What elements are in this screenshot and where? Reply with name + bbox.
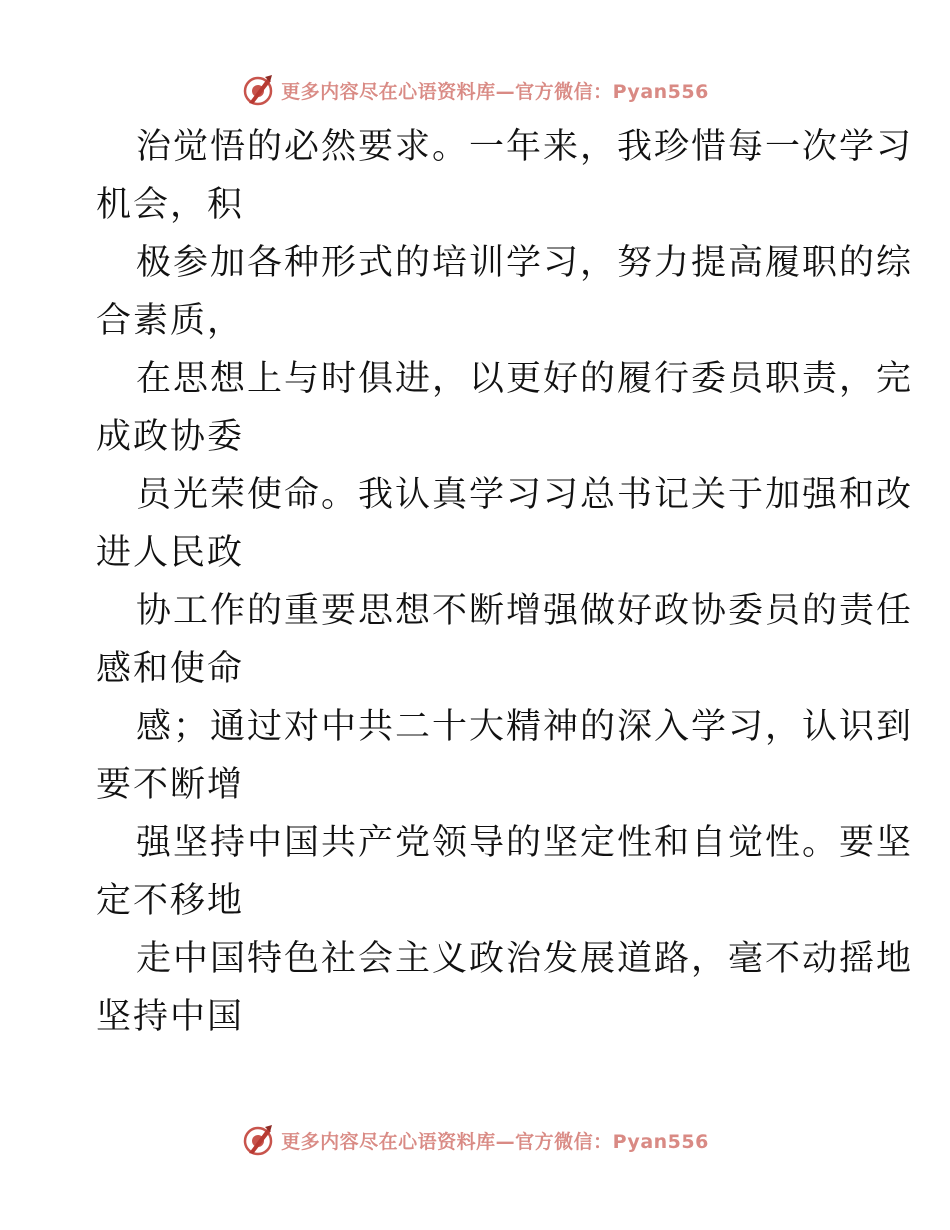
body-line-2: 机会，积 <box>96 185 245 225</box>
quill-pen-logo-icon <box>241 73 275 107</box>
body-line-8: 进人民政 <box>96 533 245 573</box>
quill-pen-logo-icon <box>241 1123 275 1157</box>
footer-watermark-banner <box>0 1120 950 1160</box>
body-line-7: 员光荣使命。我认真学习习总书记关于加强和改 <box>136 475 914 515</box>
body-line-12: 要不断增 <box>96 765 245 805</box>
body-line-15: 走中国特色社会主义政治发展道路，毫不动摇地 <box>136 939 914 979</box>
body-line-13: 强坚持中国共产党领导的坚定性和自觉性。要坚 <box>136 823 914 863</box>
body-line-10: 感和使命 <box>96 649 245 689</box>
body-line-3: 极参加各种形式的培训学习，努力提高履职的综 <box>136 243 914 283</box>
body-line-11: 感；通过对中共二十大精神的深入学习，认识到 <box>136 707 914 747</box>
header-watermark-banner <box>0 70 950 110</box>
footer-watermark-text: 更多内容尽在心语资料库—官方微信：Pyan556 <box>281 1130 709 1153</box>
body-line-4: 合素质， <box>96 301 245 341</box>
body-line-16: 坚持中国 <box>96 997 245 1037</box>
document-body <box>96 118 914 1046</box>
body-line-1: 治觉悟的必然要求。一年来，我珍惜每一次学习 <box>136 127 914 167</box>
header-watermark-text: 更多内容尽在心语资料库—官方微信：Pyan556 <box>281 80 709 103</box>
body-line-5: 在思想上与时俱进，以更好的履行委员职责，完 <box>136 359 914 399</box>
body-line-6: 成政协委 <box>96 417 245 457</box>
body-line-9: 协工作的重要思想不断增强做好政协委员的责任 <box>136 591 914 631</box>
body-line-14: 定不移地 <box>96 881 245 921</box>
